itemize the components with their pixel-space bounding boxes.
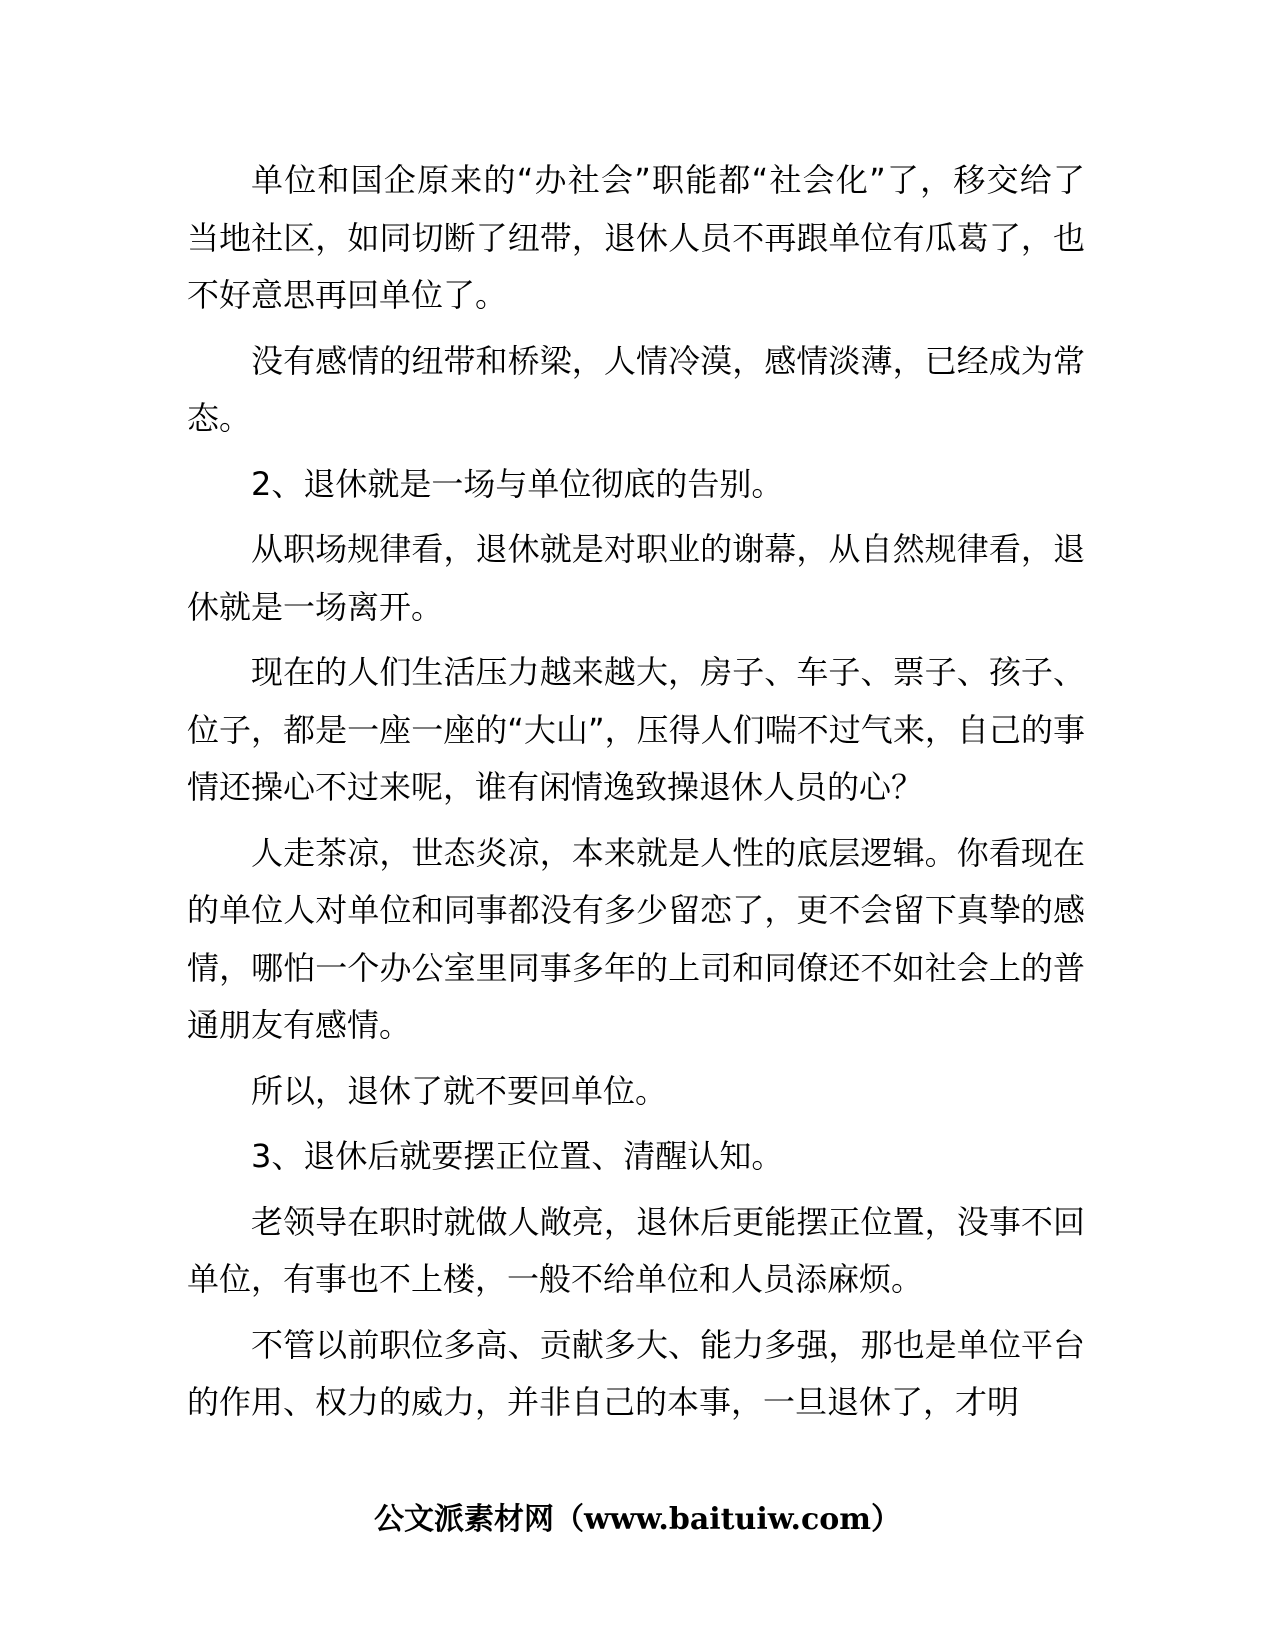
paragraph: 老领导在职时就做人敞亮，退休后更能摆正位置，没事不回单位，有事也不上楼，一般不给单位和人员添麻烦。 bbox=[187, 1202, 1085, 1298]
paragraph: 不管以前职位多高、贡献多大、能力多强，那也是单位平台的作用、权力的威力，并非自己的本事，一旦退休了，才明 bbox=[187, 1325, 1085, 1421]
paragraph: 所以，退休了就不要回单位。 bbox=[251, 1071, 668, 1110]
paragraph: 没有感情的纽带和桥梁，人情冷漠，感情淡薄，已经成为常态。 bbox=[187, 341, 1085, 437]
paragraph: 从职场规律看，退休就是对职业的谢幕，从自然规律看，退休就是一场离开。 bbox=[187, 530, 1085, 626]
paragraph: 现在的人们生活压力越来越大，房子、车子、票子、孩子、位子，都是一座一座的“大山”，压得人们喘不过气来，自己的事情还操心不过来呢，谁有闲情逸致操退休人员的心？ bbox=[187, 653, 1085, 806]
section-heading: 2、退休就是一场与单位彻底的告别。 bbox=[251, 464, 784, 503]
document-body bbox=[187, 152, 1085, 1440]
page-footer: 公文派素材网（www.baituiw.com） bbox=[373, 1502, 902, 1537]
paragraph: 单位和国企原来的“办社会”职能都“社会化”了，移交给了当地社区，如同切断了纽带，退休人员不再跟单位有瓜葛了，也不好意思再回单位了。 bbox=[187, 161, 1085, 314]
section-heading: 3、退休后就要摆正位置、清醒认知。 bbox=[251, 1137, 784, 1175]
paragraph: 人走茶凉，世态炎凉，本来就是人性的底层逻辑。你看现在的单位人对单位和同事都没有多少留恋了，更不会留下真挚的感情，哪怕一个办公室里同事多年的上司和同僚还不如社会上的普通朋友有感情。 bbox=[187, 833, 1085, 1044]
